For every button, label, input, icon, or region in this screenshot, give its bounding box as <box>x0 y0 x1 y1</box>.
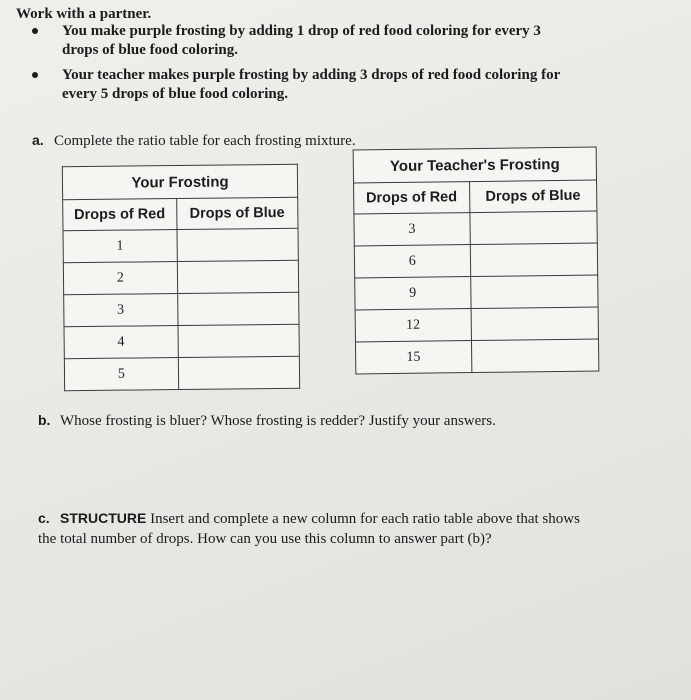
table-title: Your Teacher's Frosting <box>353 147 596 183</box>
blue-cell[interactable] <box>470 243 598 277</box>
bullet-item <box>30 22 570 60</box>
table-row <box>63 228 298 262</box>
blue-cell[interactable] <box>471 339 599 373</box>
column-header-blue: Drops of Blue <box>176 197 298 229</box>
column-header-red: Drops of Red <box>354 182 470 214</box>
part-a <box>32 130 356 151</box>
blue-cell[interactable] <box>177 292 299 325</box>
bullet-list <box>30 22 570 110</box>
red-cell: 5 <box>64 358 178 391</box>
part-b <box>38 410 496 431</box>
blue-cell[interactable] <box>177 260 299 293</box>
table-title: Your Frosting <box>62 164 297 199</box>
bullet-item <box>30 66 570 104</box>
table-row <box>354 211 597 246</box>
blue-cell[interactable] <box>178 356 300 389</box>
red-cell: 4 <box>64 326 178 359</box>
part-c-keyword: STRUCTURE <box>60 510 147 526</box>
table-row <box>64 324 299 358</box>
table-row <box>354 243 597 278</box>
red-cell: 15 <box>355 341 471 374</box>
bullet-text: Your teacher makes purple frosting by adding 3 drops of red food coloring for every 5 drops of blue food coloring. <box>62 67 560 102</box>
table-row <box>64 292 299 326</box>
teacher-frosting-table <box>353 147 600 375</box>
red-cell: 6 <box>354 245 470 278</box>
bullet-dot-icon <box>32 72 38 78</box>
blue-cell[interactable] <box>470 211 598 245</box>
bullet-text: You make purple frosting by adding 1 drop of red food coloring for every 3 drops of blue food coloring. <box>62 23 541 58</box>
red-cell: 2 <box>63 262 177 295</box>
column-header-red: Drops of Red <box>63 199 177 231</box>
red-cell: 12 <box>355 309 471 342</box>
your-frosting-table <box>62 164 300 391</box>
blue-cell[interactable] <box>470 275 598 309</box>
table-row <box>63 260 298 294</box>
table-row <box>355 339 598 374</box>
part-c-letter: c. <box>38 510 50 526</box>
table-row <box>355 307 598 342</box>
blue-cell[interactable] <box>177 228 299 261</box>
table-row <box>355 275 598 310</box>
part-b-text: Whose frosting is bluer? Whose frosting is redder? Justify your answers. <box>60 413 496 429</box>
red-cell: 9 <box>355 277 471 310</box>
red-cell: 1 <box>63 230 177 263</box>
red-cell: 3 <box>64 294 178 327</box>
blue-cell[interactable] <box>178 324 300 357</box>
part-a-letter: a. <box>32 132 44 148</box>
heading: Work with a partner. <box>16 6 152 22</box>
blue-cell[interactable] <box>471 307 599 341</box>
table-row <box>64 356 299 390</box>
part-c-text: Insert and complete a new column for each ratio table above that shows the total number of drops. How can you use this column to answer part (b)? <box>38 511 580 547</box>
bullet-dot-icon <box>32 28 38 34</box>
column-header-blue: Drops of Blue <box>469 180 597 213</box>
red-cell: 3 <box>354 213 470 246</box>
part-a-text: Complete the ratio table for each frosting mixture. <box>54 133 356 149</box>
part-c <box>38 508 598 549</box>
part-b-letter: b. <box>38 412 51 428</box>
